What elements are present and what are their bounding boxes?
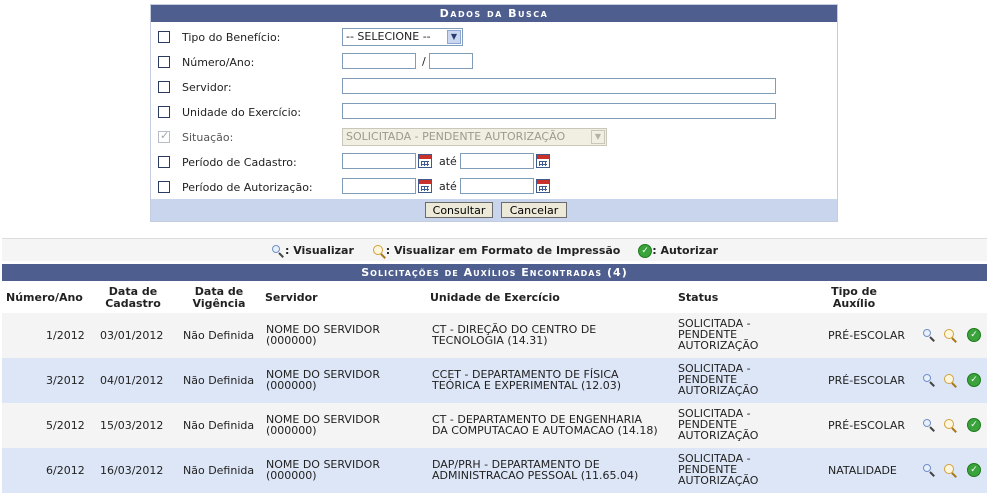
- col-data-vigencia: [190, 286, 248, 310]
- cell-servidor: [266, 414, 380, 436]
- cell-unidade-line1: CT - DEPARTAMENTO DE ENGENHARIA: [432, 413, 643, 426]
- col-data-cadastro-line2: Cadastro: [105, 297, 161, 310]
- col-tipo-auxilio: [826, 286, 882, 310]
- cell-unidade-line2: ADMINISTRACAO PESSOAL (11.65.04): [432, 469, 639, 482]
- col-data-vigencia-line2: Vigência: [192, 297, 246, 310]
- cell-status-line1: SOLICITADA -: [678, 407, 751, 420]
- cell-numero: 5/2012: [46, 419, 85, 432]
- situacao-select: [342, 128, 607, 146]
- cancelar-button[interactable]: Cancelar: [501, 202, 567, 218]
- autorizacao-inicio-input[interactable]: [342, 178, 416, 194]
- situacao-checkbox: [158, 131, 170, 143]
- field-row-periodo-autorizacao: [151, 178, 837, 198]
- row-actions: [919, 418, 983, 434]
- cell-unidade-line2: TECNOLOGIA (14.31): [432, 334, 548, 347]
- servidor-input[interactable]: [342, 78, 776, 94]
- row-actions: [919, 328, 983, 344]
- cell-status: [678, 318, 758, 351]
- numero-input[interactable]: [342, 53, 416, 69]
- results-title: Solicitações de Auxílios Encontradas (4): [2, 264, 987, 281]
- periodo-autorizacao-label: Período de Autorização:: [182, 181, 313, 194]
- cell-status-line1: SOLICITADA -: [678, 452, 751, 465]
- tipo-beneficio-select[interactable]: [342, 28, 463, 46]
- cell-unidade-line1: CT - DIREÇÃO DO CENTRO DE: [432, 323, 597, 336]
- calendar-icon[interactable]: [418, 154, 432, 168]
- cell-data-cadastro: 15/03/2012: [100, 419, 164, 432]
- periodo-cadastro-checkbox[interactable]: [158, 156, 170, 168]
- situacao-select-value: SOLICITADA - PENDENTE AUTORIZAÇÃO: [346, 130, 566, 143]
- cell-status-line2: PENDENTE: [678, 328, 738, 341]
- magnifier-icon[interactable]: [922, 463, 936, 477]
- table-row: [2, 358, 987, 403]
- col-tipo-auxilio-line1: Tipo de: [831, 285, 877, 298]
- field-row-situacao: [151, 128, 837, 148]
- consultar-button[interactable]: Consultar: [425, 202, 493, 218]
- autorizacao-ate-label: até: [439, 180, 457, 193]
- cell-data-vigencia: Não Definida: [183, 419, 255, 432]
- col-servidor: Servidor: [265, 291, 318, 304]
- legend-view: : Visualizar: [271, 239, 354, 263]
- legend-print-label: Visualizar em Formato de Impressão: [393, 244, 621, 257]
- cell-status-line2: PENDENTE: [678, 373, 738, 386]
- cell-unidade: [432, 414, 658, 436]
- calendar-icon[interactable]: [536, 154, 550, 168]
- numero-ano-label: Número/Ano:: [182, 56, 255, 69]
- cell-data-cadastro: 04/01/2012: [100, 374, 164, 387]
- cell-tipo-auxilio: NATALIDADE: [828, 464, 897, 477]
- print-preview-icon: [372, 244, 386, 258]
- magnifier-icon[interactable]: [922, 418, 936, 432]
- magnifier-icon[interactable]: [922, 328, 936, 342]
- cell-numero: 6/2012: [46, 464, 85, 477]
- cell-status-line2: PENDENTE: [678, 418, 738, 431]
- tipo-beneficio-select-value: -- SELECIONE --: [346, 30, 431, 43]
- unidade-label: Unidade do Exercício:: [182, 106, 302, 119]
- calendar-icon[interactable]: [418, 179, 432, 193]
- cell-servidor-siape: (000000): [266, 469, 317, 482]
- magnifier-icon[interactable]: [922, 373, 936, 387]
- cell-numero: 1/2012: [46, 329, 85, 342]
- cadastro-inicio-input[interactable]: [342, 153, 416, 169]
- col-numero: Número/Ano: [6, 291, 83, 304]
- legend-print: : Visualizar em Formato de Impressão: [372, 239, 621, 263]
- cell-unidade-line2: TEÓRICA E EXPERIMENTAL (12.03): [432, 379, 622, 392]
- col-status: Status: [678, 291, 719, 304]
- numero-ano-checkbox[interactable]: [158, 56, 170, 68]
- cell-status-line3: AUTORIZAÇÃO: [678, 429, 759, 442]
- results-header: [2, 281, 987, 313]
- check-circle-icon[interactable]: ✓: [967, 328, 981, 342]
- col-tipo-auxilio-line2: Auxílio: [832, 297, 876, 310]
- calendar-icon[interactable]: [536, 179, 550, 193]
- servidor-checkbox[interactable]: [158, 81, 170, 93]
- cell-unidade: [432, 369, 621, 391]
- cell-servidor: [266, 369, 380, 391]
- col-data-vigencia-line1: Data de: [194, 285, 244, 298]
- cell-tipo-auxilio: PRÉ-ESCOLAR: [828, 329, 906, 342]
- cell-data-cadastro: 03/01/2012: [100, 329, 164, 342]
- ano-input[interactable]: [429, 53, 473, 69]
- field-row-servidor: [151, 78, 837, 98]
- cell-unidade-line1: CCET - DEPARTAMENTO DE FÍSICA: [432, 368, 619, 381]
- cell-status: [678, 363, 758, 396]
- cell-status-line2: PENDENTE: [678, 463, 738, 476]
- print-preview-icon[interactable]: [943, 418, 957, 432]
- table-row: [2, 313, 987, 358]
- print-preview-icon[interactable]: [943, 328, 957, 342]
- check-circle-icon[interactable]: ✓: [967, 463, 981, 477]
- field-row-unidade: [151, 103, 837, 123]
- cell-servidor-nome: NOME DO SERVIDOR: [266, 368, 380, 381]
- check-circle-icon: ✓: [638, 244, 652, 258]
- search-form-title: Dados da Busca: [151, 5, 837, 22]
- row-actions: [919, 463, 983, 479]
- cadastro-ate-label: até: [439, 155, 457, 168]
- tipo-beneficio-checkbox[interactable]: [158, 31, 170, 43]
- servidor-label: Servidor:: [182, 81, 232, 94]
- numero-ano-separator: /: [422, 55, 426, 68]
- col-unidade: Unidade de Exercício: [430, 291, 560, 304]
- cell-unidade-line1: DAP/PRH - DEPARTAMENTO DE: [432, 458, 600, 471]
- search-form-footer: [151, 199, 837, 221]
- cell-unidade: [432, 324, 596, 346]
- cell-data-vigencia: Não Definida: [183, 329, 255, 342]
- chevron-down-icon: ▼: [591, 130, 605, 144]
- cell-data-cadastro: 16/03/2012: [100, 464, 164, 477]
- cell-servidor: [266, 324, 380, 346]
- cell-status-line3: AUTORIZAÇÃO: [678, 339, 759, 352]
- cell-servidor-siape: (000000): [266, 379, 317, 392]
- print-preview-icon[interactable]: [943, 373, 957, 387]
- tipo-beneficio-label: Tipo do Benefício:: [182, 31, 281, 44]
- cell-servidor-siape: (000000): [266, 424, 317, 437]
- icon-legend: [2, 238, 987, 261]
- print-preview-icon[interactable]: [943, 463, 957, 477]
- cell-servidor-siape: (000000): [266, 334, 317, 347]
- cell-status-line3: AUTORIZAÇÃO: [678, 474, 759, 487]
- legend-authorize: ✓ : Autorizar: [638, 239, 718, 263]
- row-actions: [919, 373, 983, 389]
- chevron-down-icon[interactable]: ▼: [447, 30, 461, 44]
- cell-status-line3: AUTORIZAÇÃO: [678, 384, 759, 397]
- field-row-tipo-beneficio: [151, 28, 837, 48]
- legend-view-label: Visualizar: [293, 244, 354, 257]
- situacao-label: Situação:: [182, 131, 234, 144]
- cell-numero: 3/2012: [46, 374, 85, 387]
- cell-tipo-auxilio: PRÉ-ESCOLAR: [828, 419, 906, 432]
- check-circle-icon[interactable]: ✓: [967, 418, 981, 432]
- col-data-cadastro: [104, 286, 162, 310]
- unidade-input[interactable]: [342, 103, 776, 119]
- periodo-cadastro-label: Período de Cadastro:: [182, 156, 297, 169]
- cadastro-fim-input[interactable]: [460, 153, 534, 169]
- cell-servidor-nome: NOME DO SERVIDOR: [266, 458, 380, 471]
- magnifier-icon: [271, 244, 285, 258]
- cell-status: [678, 453, 758, 486]
- unidade-checkbox[interactable]: [158, 106, 170, 118]
- search-form: [150, 4, 838, 222]
- field-row-periodo-cadastro: [151, 153, 837, 173]
- check-circle-icon[interactable]: ✓: [967, 373, 981, 387]
- cell-status-line1: SOLICITADA -: [678, 362, 751, 375]
- cell-servidor-nome: NOME DO SERVIDOR: [266, 413, 380, 426]
- results-table: [2, 264, 987, 494]
- cell-tipo-auxilio: PRÉ-ESCOLAR: [828, 374, 906, 387]
- field-row-numero-ano: [151, 53, 837, 73]
- cell-servidor-nome: NOME DO SERVIDOR: [266, 323, 380, 336]
- legend-authorize-label: Autorizar: [660, 244, 719, 257]
- cell-unidade: [432, 459, 638, 481]
- cell-servidor: [266, 459, 380, 481]
- cell-status: [678, 408, 758, 441]
- periodo-autorizacao-checkbox[interactable]: [158, 181, 170, 193]
- col-data-cadastro-line1: Data de: [108, 285, 158, 298]
- cell-status-line1: SOLICITADA -: [678, 317, 751, 330]
- cell-data-vigencia: Não Definida: [183, 374, 255, 387]
- cell-unidade-line2: DA COMPUTACAO E AUTOMACAO (14.18): [432, 424, 658, 437]
- autorizacao-fim-input[interactable]: [460, 178, 534, 194]
- cell-data-vigencia: Não Definida: [183, 464, 255, 477]
- table-row: [2, 403, 987, 448]
- table-row: [2, 448, 987, 493]
